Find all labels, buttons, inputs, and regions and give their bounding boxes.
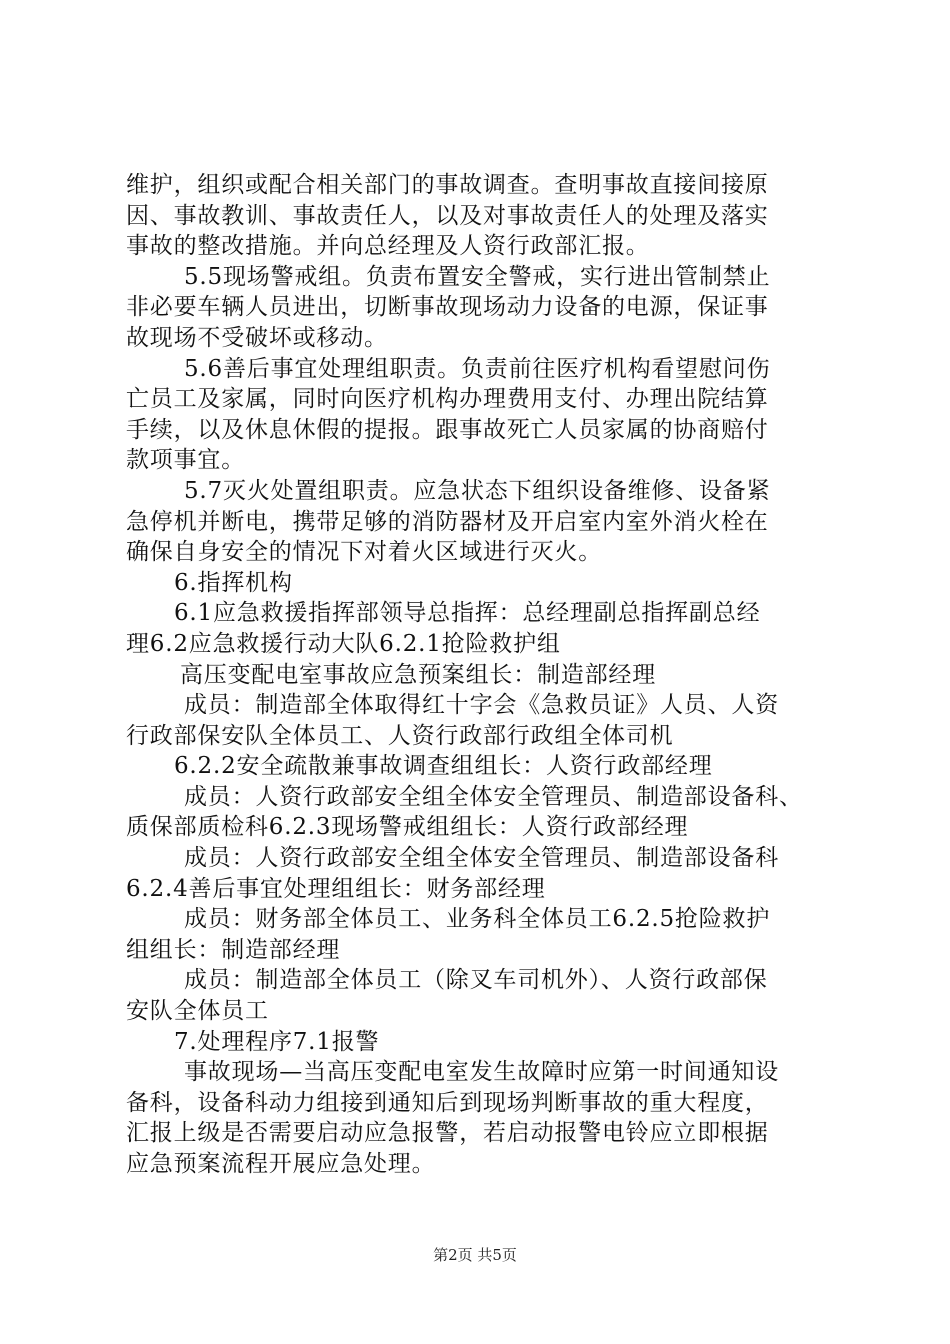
section-heading: 5.5现场警戒组。负责布置安全警戒，实行进出管制禁止 [184, 263, 771, 290]
text-line: 理6.2应急救援行动大队6.2.1抢险救护组 [126, 630, 561, 657]
text-line: 成员：制造部全体员工（除叉车司机外）、人资行政部保 [184, 967, 768, 994]
text-line: 成员：人资行政部安全组全体安全管理员、制造部设备科、 [184, 783, 803, 810]
text-line: 成员：制造部全体取得红十字会《急救员证》人员、人资 [184, 692, 779, 719]
section-heading: 5.7灭火处置组职责。应急状态下组织设备维修、设备紧 [184, 477, 771, 504]
text-line: 事故现场—当高压变配电室发生故障时应第一时间通知设 [184, 1059, 779, 1086]
text-line: 应急预案流程开展应急处理。 [126, 1151, 436, 1177]
text-line: 急停机并断电，携带足够的消防器材及开启室内室外消火栓在 [126, 508, 769, 535]
text-line: 亡员工及家属，同时向医疗机构办理费用支付、办理出院结算 [126, 386, 769, 413]
text-line: 行政部保安队全体员工、人资行政部行政组全体司机 [126, 722, 674, 749]
text-line: 因、事故教训、事故责任人，以及对事故责任人的处理及落实 [126, 202, 769, 229]
section-heading: 7.处理程序7.1报警 [174, 1028, 380, 1055]
document-body [126, 170, 834, 1180]
section-heading: 6.指挥机构 [174, 569, 293, 596]
text-line: 安队全体员工 [126, 998, 269, 1025]
text-line: 非必要车辆人员进出，切断事故现场动力设备的电源，保证事 [126, 294, 769, 321]
text-line: 款项事宜。 [126, 447, 245, 474]
text-line: 汇报上级是否需要启动应急报警，若启动报警电铃应立即根据 [126, 1120, 769, 1147]
text-line: 备科，设备科动力组接到通知后到现场判断事故的重大程度， [126, 1089, 769, 1116]
text-line: 事故的整改措施。并向总经理及人资行政部汇报。 [126, 233, 650, 260]
text-line: 高压变配电室事故应急预案组长：制造部经理 [180, 661, 656, 688]
text-line: 成员：财务部全体员工、业务科全体员工6.2.5抢险救护 [184, 906, 771, 933]
text-line: 手续，以及休息休假的提报。跟事故死亡人员家属的协商赔付 [126, 416, 769, 443]
page-number-footer: 第2页 共5页 [433, 1246, 517, 1264]
text-line: 维护，组织或配合相关部门的事故调查。查明事故直接间接原 [126, 172, 769, 198]
text-line: 质保部质检科6.2.3现场警戒组组长：人资行政部经理 [126, 814, 689, 841]
section-heading: 5.6善后事宜处理组职责。负责前往医疗机构看望慰问伤 [184, 355, 771, 382]
text-line: 6.2.2安全疏散兼事故调查组组长：人资行政部经理 [174, 753, 713, 780]
text-line: 组组长：制造部经理 [126, 936, 341, 963]
text-line: 确保自身安全的情况下对着火区域进行灭火。 [126, 539, 602, 566]
text-line: 故现场不受破坏或移动。 [126, 324, 388, 351]
text-line: 成员：人资行政部安全组全体安全管理员、制造部设备科 [184, 845, 779, 872]
text-line: 6.2.4善后事宜处理组组长：财务部经理 [126, 875, 546, 902]
text-line: 6.1应急救援指挥部领导总指挥：总经理副总指挥副总经 [174, 600, 761, 627]
